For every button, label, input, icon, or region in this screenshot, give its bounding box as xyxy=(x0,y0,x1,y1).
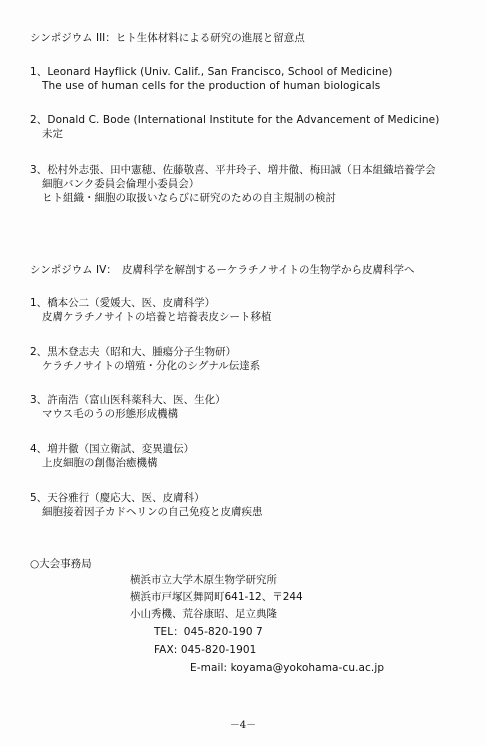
talk-title: 未定 xyxy=(42,128,63,140)
speaker-line xyxy=(30,393,480,407)
item-number: 3、 xyxy=(30,394,48,406)
office-org: 横浜市立大学木原生物学研究所 xyxy=(130,574,277,586)
item-number: 1、 xyxy=(30,297,48,309)
item-number: 5、 xyxy=(30,492,48,504)
speaker: 許南浩（富山医科薬科大、医、生化） xyxy=(47,394,226,406)
speaker: 黒木登志夫（昭和大、腫瘍分子生物研） xyxy=(47,346,237,358)
symposium-3-item-3 xyxy=(30,163,480,205)
item-number: 2、 xyxy=(30,346,48,358)
speaker: Donald C. Bode (International Institute for the Advancement of Medicine) xyxy=(47,114,440,126)
office-heading: ○大会事務局 xyxy=(30,558,92,570)
office-names: 小山秀機、荒谷康昭、足立典隆 xyxy=(130,608,277,620)
speaker-line xyxy=(30,345,480,359)
speaker-line xyxy=(30,163,480,177)
speaker-line xyxy=(30,491,480,505)
talk-title: 上皮細胞の創傷治癒機構 xyxy=(42,457,158,469)
talk-title: 細胞接着因子カドヘリンの自己免疫と皮膚疾患 xyxy=(42,506,263,518)
office-tel: TEL：045-820-190 7 xyxy=(154,626,263,638)
symposium-4-title: シンポジウム IV： 皮膚科学を解剖するーケラチノサイトの生物学から皮膚科学へ xyxy=(30,264,415,276)
speaker: Leonard Hayflick (Univ. Calif., San Francisco, School of Medicine) xyxy=(47,66,393,78)
speaker: 天谷雅行（慶応大、医、皮膚科） xyxy=(47,492,205,504)
office-block xyxy=(30,557,480,675)
office-address: 横浜市戸塚区舞岡町641-12、〒244 xyxy=(130,591,303,603)
item-number: 2、 xyxy=(30,114,48,126)
talk-title: ヒト組織・細胞の取扱いならびに研究のための自主規制の検討 xyxy=(42,192,336,204)
item-number: 4、 xyxy=(30,443,48,455)
item-number: 3、 xyxy=(30,164,48,176)
talk-title: ケラチノサイトの増殖・分化のシグナル伝達系 xyxy=(42,360,261,372)
speaker-continued: 細胞バンク委員会倫理小委員会） xyxy=(42,178,200,190)
talk-title: 皮膚ケラチノサイトの培養と培養表皮シート移植 xyxy=(42,311,272,323)
speaker-line xyxy=(30,296,480,310)
item-number: 1、 xyxy=(30,66,48,78)
office-email: E-mail: koyama@yokohama-cu.ac.jp xyxy=(190,662,385,674)
symposium-4-item-1 xyxy=(30,296,480,324)
speaker-line xyxy=(30,113,480,127)
symposium-4-item-2 xyxy=(30,345,480,373)
symposium-3-item-1 xyxy=(30,65,480,93)
office-fax: FAX: 045-820-1901 xyxy=(154,644,257,656)
symposium-4-item-5 xyxy=(30,491,480,519)
speaker: 松村外志張、田中憲穂、佐藤敬喜、平井玲子、増井徹、梅田誠（日本組織培養学会 xyxy=(47,164,436,176)
symposium-3-title: シンポジウム III：ヒト生体材料による研究の進展と留意点 xyxy=(30,32,305,44)
speaker-line xyxy=(30,65,480,79)
symposium-3-item-2 xyxy=(30,113,480,141)
speaker: 橋本公二（愛媛大、医、皮膚科学） xyxy=(47,297,216,309)
talk-title: マウス毛のうの形態形成機構 xyxy=(42,408,179,420)
speaker-line xyxy=(30,442,480,456)
speaker: 増井徹（国立衛試、変異遺伝） xyxy=(47,443,195,455)
symposium-4-item-3 xyxy=(30,393,480,421)
symposium-4-item-4 xyxy=(30,442,480,470)
page-number: －4－ xyxy=(229,720,257,731)
talk-title: The use of human cells for the production of human biologicals xyxy=(42,80,381,92)
